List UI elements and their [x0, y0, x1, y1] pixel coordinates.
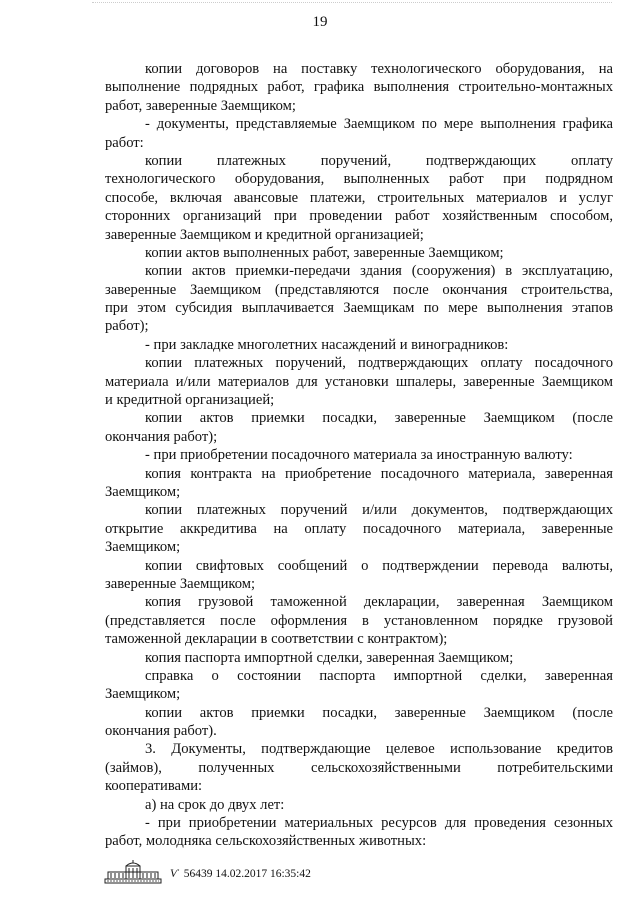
- text-line: копии платежных поручений, подтверждающих оплату: [145, 152, 613, 169]
- text-line: и кредитной организацией;: [105, 392, 275, 409]
- text-line: (займов), полученных сельскохозяйственными потребительскими: [105, 759, 613, 776]
- text-line: - при закладке многолетних насаждений и виноградников:: [145, 336, 509, 353]
- text-line: открытие аккредитива на оплату посадочного материала, заверенные: [105, 520, 613, 537]
- text-line: заверенные Заемщиком (представляются после окончания строительства,: [105, 281, 613, 298]
- text-line: заверенные Заемщиком и кредитной организацией;: [105, 226, 424, 243]
- text-line: 3. Документы, подтверждающие целевое использование кредитов: [145, 741, 613, 758]
- text-line: копии актов приемки посадки, заверенные Заемщиком (после: [145, 704, 613, 721]
- text-line: копия паспорта импортной сделки, заверенная Заемщиком;: [145, 649, 514, 666]
- document-registration-info: [170, 868, 311, 880]
- body-text: [105, 60, 613, 851]
- text-line: (представляется после оформления в установленном порядке грузовой: [105, 612, 613, 629]
- text-line: копии актов приемки-передачи здания (сооружения) в эксплуатацию,: [145, 263, 613, 280]
- text-line: - при приобретении посадочного материала за иностранную валюту:: [145, 447, 573, 464]
- text-line: таможенной декларации в соответствии с контрактом);: [105, 631, 448, 648]
- text-line: работ);: [105, 318, 149, 335]
- text-line: - при приобретении материальных ресурсов для проведения сезонных: [145, 815, 613, 832]
- text-line: работ, заверенные Заемщиком;: [105, 97, 296, 114]
- text-line: копии платежных поручений и/или документов, подтверждающих: [145, 502, 613, 519]
- document-id-timestamp: 56439 14.02.2017 16:35:42: [183, 868, 311, 880]
- text-line: копии платежных поручений, подтверждающих оплату посадочного: [145, 355, 613, 372]
- government-building-logo-icon: [104, 860, 162, 884]
- text-line: работ, молодняка сельскохозяйственных животных:: [105, 833, 427, 850]
- text-line: окончания работ);: [105, 428, 218, 445]
- text-line: технологического оборудования, выполненных работ при подрядном: [105, 171, 613, 188]
- text-line: Заемщиком;: [105, 539, 181, 556]
- text-line: кооперативами:: [105, 778, 203, 795]
- text-line: сторонних организаций при проведении работ хозяйственным способом,: [105, 208, 613, 225]
- text-line: копии свифтовых сообщений о подтверждении перевода валюты,: [145, 557, 613, 574]
- text-line: копии актов выполненных работ, заверенные Заемщиком;: [145, 244, 504, 261]
- text-line: копии договоров на поставку технологического оборудования, на: [145, 61, 613, 77]
- text-line: копии актов приемки посадки, заверенные Заемщиком (после: [145, 410, 613, 427]
- text-line: при этом субсидия выплачивается Заемщикам по мере выполнения этапов: [105, 300, 613, 317]
- text-line: - документы, представляемые Заемщиком по мере выполнения графика: [145, 116, 613, 133]
- text-line: работ:: [105, 134, 144, 151]
- page-number: 19: [312, 14, 328, 30]
- text-line: материала и/или материалов для установки шпалеры, заверенные Заемщиком: [105, 373, 613, 390]
- text-line: справка о состоянии паспорта импортной сделки, заверенная: [145, 667, 613, 684]
- text-line: копия грузовой таможенной декларации, заверенная Заемщиком: [145, 594, 613, 611]
- text-line: способе, включая авансовые платежи, строительных материалов и услуг: [105, 189, 613, 206]
- document-mark: Ѵ: [170, 868, 178, 880]
- text-line: выполнение подрядных работ, графика выполнения строительно-монтажных: [105, 79, 613, 96]
- text-line: Заемщиком;: [105, 483, 181, 500]
- text-line: окончания работ).: [105, 723, 217, 740]
- text-line: заверенные Заемщиком;: [105, 575, 256, 592]
- text-line: Заемщиком;: [105, 686, 181, 703]
- document-footer: [104, 860, 424, 884]
- text-line: копия контракта на приобретение посадочного материала, заверенная: [145, 465, 613, 482]
- scan-artifact: [92, 2, 612, 6]
- text-line: а) на срок до двух лет:: [145, 796, 285, 813]
